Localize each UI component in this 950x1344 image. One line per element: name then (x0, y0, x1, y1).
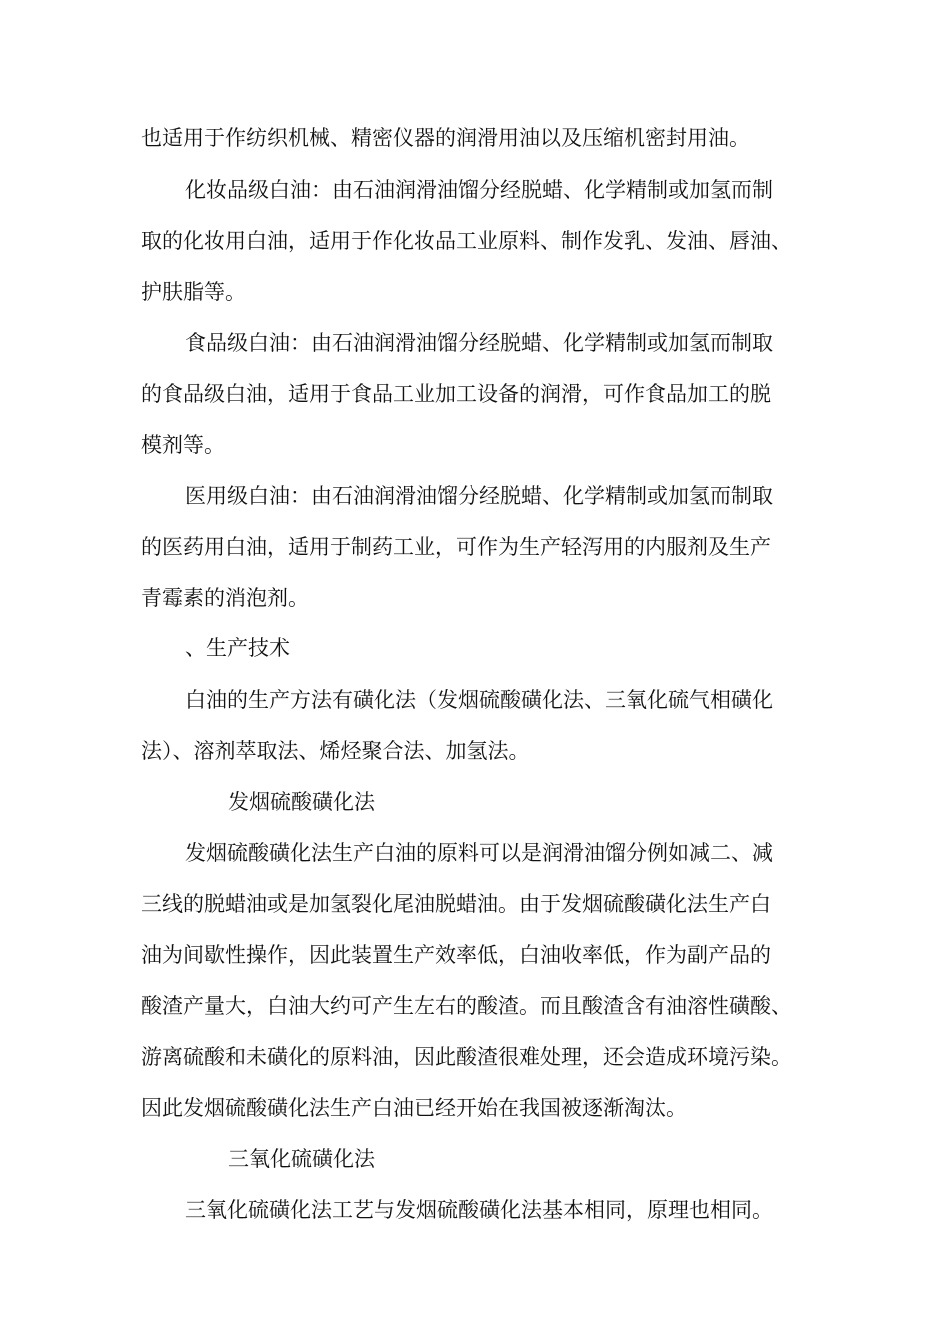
text-line: 因此发烟硫酸磺化法生产白油已经开始在我国被逐渐淘汰。 (141, 1096, 687, 1120)
text-line: 取的化妆用白油，适用于作化妆品工业原料、制作发乳、发油、唇油、 (141, 229, 792, 253)
text-line: 也适用于作纺织机械、精密仪器的润滑用油以及压缩机密封用油。 (141, 126, 750, 150)
text-line: 三氧化硫磺化法工艺与发烟硫酸磺化法基本相同，原理也相同。 (185, 1198, 773, 1222)
text-line: 油为间歇性操作，因此装置生产效率低，白油收率低，作为副产品的 (141, 943, 771, 967)
text-line: 模剂等。 (141, 433, 225, 457)
text-line: 游离硫酸和未磺化的原料油，因此酸渣很难处理，还会造成环境污染。 (141, 1045, 792, 1069)
text-line: 食品级白油：由石油润滑油馏分经脱蜡、化学精制或加氢而制取 (185, 331, 773, 355)
text-line: 护肤脂等。 (141, 280, 246, 304)
text-line: 的医药用白油，适用于制药工业，可作为生产轻泻用的内服剂及生产 (141, 535, 771, 559)
text-line: 化妆品级白油：由石油润滑油馏分经脱蜡、化学精制或加氢而制 (185, 178, 773, 202)
text-line: 医用级白油：由石油润滑油馏分经脱蜡、化学精制或加氢而制取 (185, 484, 773, 508)
text-line: 发烟硫酸磺化法生产白油的原料可以是润滑油馏分例如减二、减 (185, 841, 773, 865)
text-line: 三线的脱蜡油或是加氢裂化尾油脱蜡油。由于发烟硫酸磺化法生产白 (141, 892, 771, 916)
text-line: 法）、溶剂萃取法、烯烃聚合法、加氢法。 (141, 739, 530, 763)
text-line: 酸渣产量大，白油大约可产生左右的酸渣。而且酸渣含有油溶性磺酸、 (141, 994, 792, 1018)
subsection-heading: 三氧化硫磺化法 (228, 1147, 375, 1171)
text-line: 青霉素的消泡剂。 (141, 586, 309, 610)
text-line: 的食品级白油，适用于食品工业加工设备的润滑，可作食品加工的脱 (141, 382, 771, 406)
subsection-heading: 发烟硫酸磺化法 (228, 790, 375, 814)
section-heading: 、生产技术 (185, 636, 290, 660)
text-line: 白油的生产方法有磺化法（发烟硫酸磺化法、三氧化硫气相磺化 (185, 688, 773, 712)
